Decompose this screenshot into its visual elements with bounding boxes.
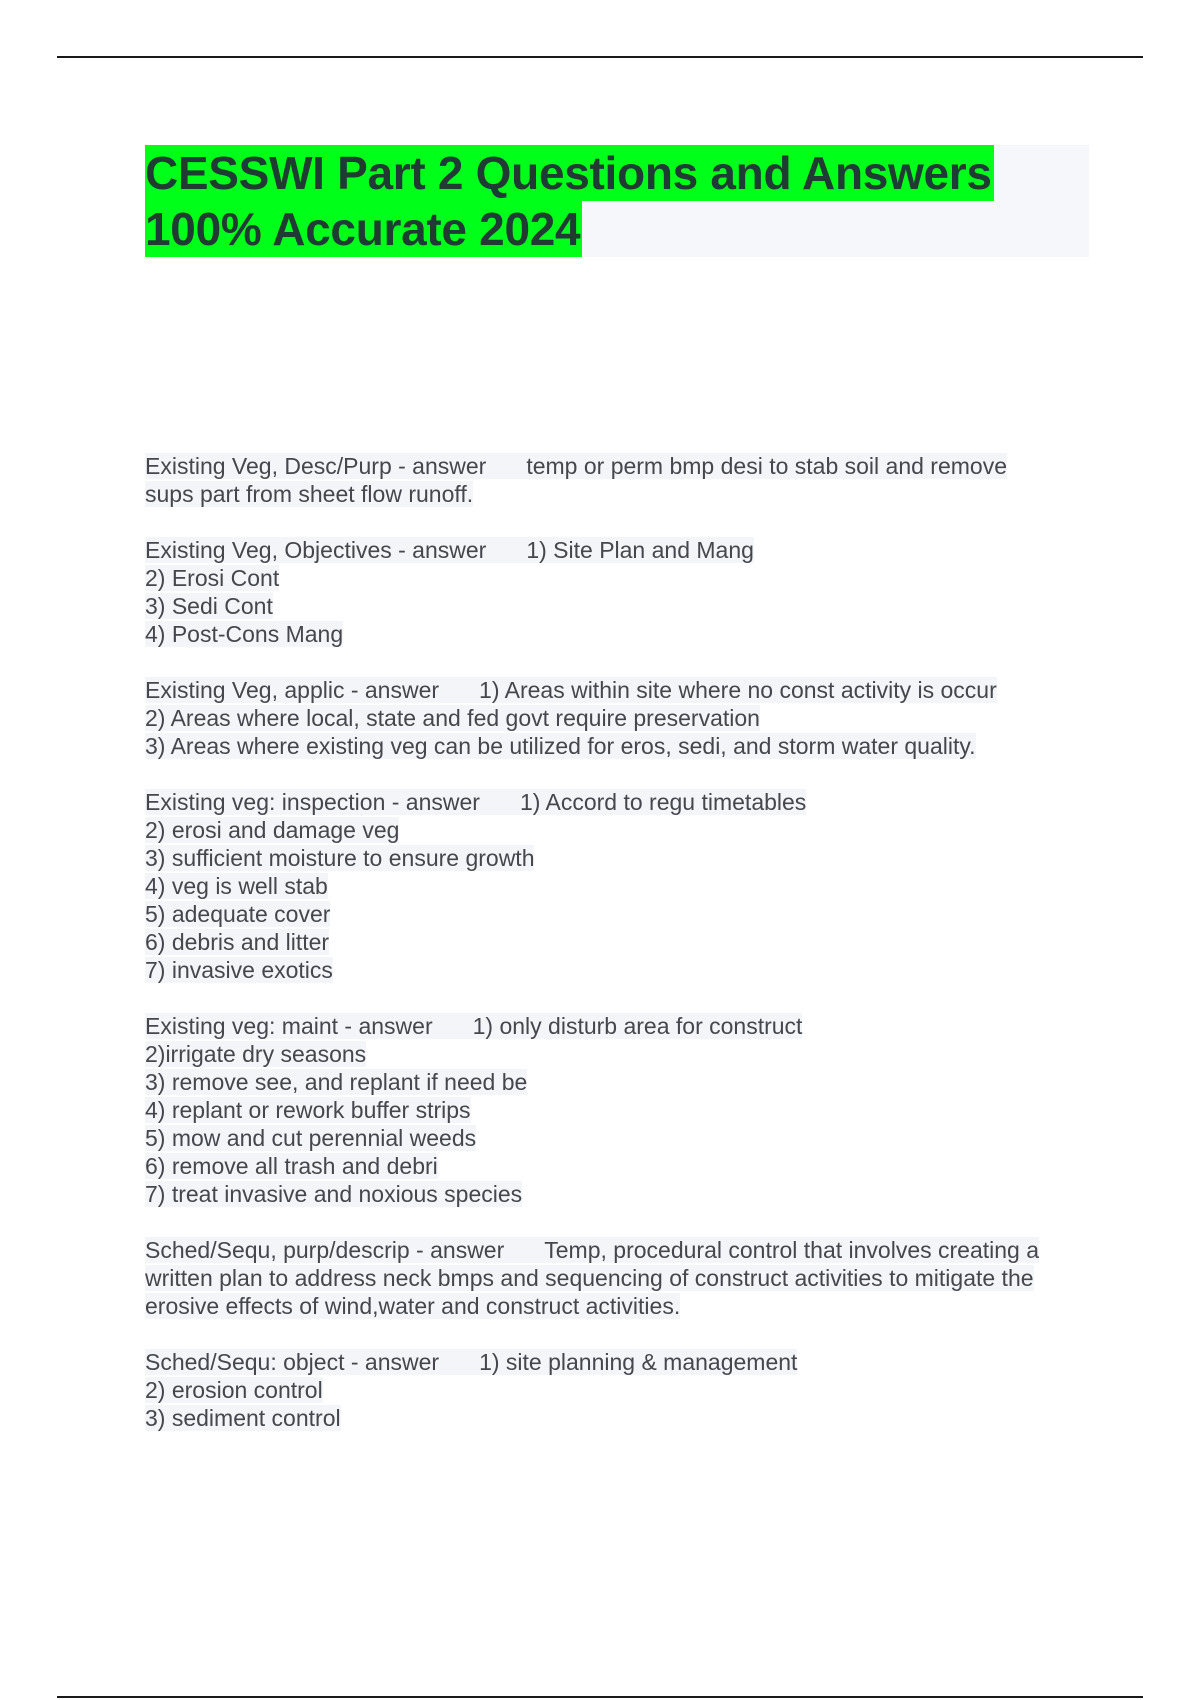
question: Existing Veg, Desc/Purp - answer: [145, 453, 487, 479]
answer-line: 2) Erosi Cont: [145, 565, 280, 591]
answer-line: 1) Site Plan and Mang: [526, 537, 754, 563]
answer-line: 1) only disturb area for construct: [472, 1013, 803, 1039]
qa-item: [145, 1012, 1095, 1208]
answer-line: 2)irrigate dry seasons: [145, 1041, 367, 1067]
answer-line: 2) erosi and damage veg: [145, 817, 400, 843]
answer-line: 2) Areas where local, state and fed govt require preservation: [145, 705, 760, 731]
answer-line: 4) veg is well stab: [145, 873, 328, 899]
answer-line: 3) Sedi Cont: [145, 593, 273, 619]
answer-line: 3) Areas where existing veg can be utilized for eros, sedi, and storm water quality.: [145, 733, 976, 759]
answer-line: 3) sufficient moisture to ensure growth: [145, 845, 535, 871]
document-title: [145, 145, 1089, 257]
title-line-1: CESSWI Part 2 Questions and Answers: [145, 147, 992, 199]
qa-item: [145, 536, 1095, 648]
answer-line: 4) replant or rework buffer strips: [145, 1097, 471, 1123]
answer-line: 1) site planning & management: [479, 1349, 798, 1375]
question: Existing Veg, Objectives - answer: [145, 537, 487, 563]
answer-line: 2) erosion control: [145, 1377, 323, 1403]
answer-line: 5) adequate cover: [145, 901, 331, 927]
question: Existing veg: maint - answer: [145, 1013, 433, 1039]
answer-line: 7) invasive exotics: [145, 957, 333, 983]
qa-item: [145, 452, 1095, 508]
answer-line: 1) Accord to regu timetables: [519, 789, 807, 815]
answer-line: 7) treat invasive and noxious species: [145, 1181, 523, 1207]
answer-line: 4) Post-Cons Mang: [145, 621, 344, 647]
qa-item: [145, 1348, 1095, 1432]
question: Sched/Sequ: object - answer: [145, 1349, 440, 1375]
answer-line: 1) Areas within site where no const activity is occur: [479, 677, 997, 703]
answer-line: temp or perm bmp desi to stab soil and remove: [526, 453, 1007, 479]
question: Existing veg: inspection - answer: [145, 789, 480, 815]
qa-item: [145, 1236, 1095, 1320]
title-line-2: 100% Accurate 2024: [145, 203, 581, 255]
answer-line: 6) debris and litter: [145, 929, 330, 955]
answer-line: 5) mow and cut perennial weeds: [145, 1125, 477, 1151]
answer-line: erosive effects of wind,water and construct activities.: [145, 1293, 681, 1319]
answer-line: 3) remove see, and replant if need be: [145, 1069, 528, 1095]
qa-item: [145, 788, 1095, 984]
answer-line: sups part from sheet flow runoff.: [145, 481, 474, 507]
bottom-rule: [57, 1696, 1143, 1698]
answer-line: written plan to address neck bmps and sequencing of construct activities to mitigate the: [145, 1265, 1034, 1291]
top-rule: [57, 56, 1143, 58]
answer-line: 6) remove all trash and debri: [145, 1153, 438, 1179]
answer-line: Temp, procedural control that involves creating a: [544, 1237, 1040, 1263]
answer-line: 3) sediment control: [145, 1405, 341, 1431]
question: Existing Veg, applic - answer: [145, 677, 440, 703]
qa-list: [145, 452, 1095, 1460]
qa-item: [145, 676, 1095, 760]
question: Sched/Sequ, purp/descrip - answer: [145, 1237, 505, 1263]
